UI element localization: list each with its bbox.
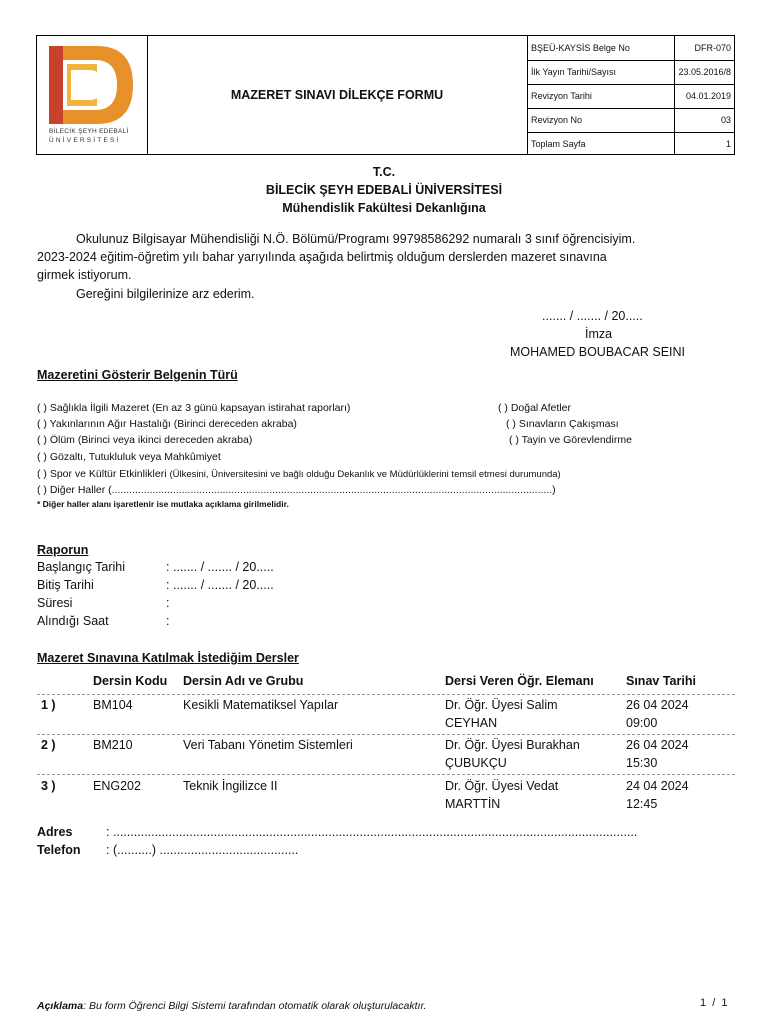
row-number: 3 ) [41, 779, 56, 793]
excuse-option[interactable]: ( ) Tayin ve Görevlendirme [509, 434, 632, 446]
table-row [37, 736, 735, 775]
meta-value: 03 [720, 115, 731, 125]
course-name: Kesikli Matematiksel Yapılar [183, 698, 339, 712]
meta-row [527, 108, 735, 133]
address-label: Adres [37, 825, 73, 839]
date-line: ....... / ....... / 20..... [542, 309, 643, 323]
teacher-line-2: CEYHAN [445, 716, 498, 730]
row-number: 2 ) [41, 738, 56, 752]
report-field-value[interactable]: : [166, 596, 170, 610]
col-teacher: Dersi Veren Öğr. Elemanı [445, 674, 594, 688]
teacher-line-1: Dr. Öğr. Üyesi Salim [445, 698, 558, 712]
report-field-value[interactable]: : ....... / ....... / 20..... [166, 578, 274, 592]
signature-label: İmza [585, 327, 613, 341]
logo-cell [37, 36, 148, 154]
excuse-heading: Mazeretini Gösterir Belgenin Türü [37, 368, 238, 382]
col-date: Sınav Tarihi [626, 674, 696, 688]
teacher-line-2: ÇUBUKÇU [445, 756, 507, 770]
page-number: 1 / 1 [700, 997, 728, 1009]
excuse-option[interactable]: ( ) Ölüm (Birinci veya ikinci dereceden akraba) [37, 434, 253, 446]
course-code: ENG202 [93, 779, 141, 793]
body-para-1: Okulunuz Bilgisayar Mühendisliği N.Ö. Bölümü/Programı 99798586292 numaralı 3 sınıf öğrencisiyim. [76, 232, 636, 246]
report-field-label: Bitiş Tarihi [37, 578, 94, 592]
excuse-option[interactable]: ( ) Doğal Afetler [498, 402, 571, 414]
excuse-note: * Diğer haller alanı işaretlenir ise mutlaka açıklama girilmelidir. [37, 499, 289, 509]
meta-value: DFR-070 [694, 43, 731, 53]
meta-row [527, 60, 735, 85]
course-code: BM210 [93, 738, 133, 752]
sport-label: ( ) Spor ve Kültür Etkinlikleri [37, 468, 167, 480]
student-name: MOHAMED BOUBACAR SEINI [510, 345, 686, 359]
meta-key: İlk Yayın Tarihi/Sayısı [531, 67, 617, 77]
footer-note-text: : Bu form Öğrenci Bilgi Sistemi tarafından otomatik olarak oluşturulacaktır. [83, 1000, 427, 1012]
col-name: Dersin Adı ve Grubu [183, 674, 304, 688]
course-name: Veri Tabanı Yönetim Sistemleri [183, 738, 353, 752]
courses-header-row [37, 672, 735, 695]
meta-key: Revizyon Tarihi [531, 91, 592, 101]
excuse-option[interactable]: ( ) Gözaltı, Tutukluluk veya Mahkûmiyet [37, 451, 221, 463]
form-title: MAZERET SINAVI DİLEKÇE FORMU [147, 36, 528, 154]
excuse-option[interactable]: ( ) Sınavların Çakışması [506, 418, 619, 430]
excuse-option-sport[interactable] [37, 466, 561, 483]
report-field-label: Başlangıç Tarihi [37, 560, 126, 574]
teacher-line-1: Dr. Öğr. Üyesi Burakhan [445, 738, 580, 752]
sport-detail: (Ülkesini, Üniversitesini ve bağlı olduğu Dekanlık ve Müdürlüklerini temsil etmesi durumunda) [169, 469, 561, 480]
exam-time: 12:45 [626, 797, 658, 811]
phone-field[interactable]: : (..........) ........................................ [106, 843, 299, 857]
body-para-2: 2023-2024 eğitim-öğretim yılı bahar yarıyılında aşağıda belirtmiş olduğum derslerden mazeret sınavına [37, 250, 607, 264]
footer-note-label: Açıklama [37, 1000, 84, 1012]
teacher-line-1: Dr. Öğr. Üyesi Vedat [445, 779, 559, 793]
row-number: 1 ) [41, 698, 56, 712]
logo-line-1: BİLECİK ŞEYH EDEBALİ [49, 128, 129, 135]
body-para-3: girmek istiyorum. [37, 268, 132, 282]
exam-time: 09:00 [626, 716, 658, 730]
meta-row [527, 132, 735, 154]
col-code: Dersin Kodu [93, 674, 168, 688]
course-name: Teknik İngilizce II [183, 779, 278, 793]
excuse-option[interactable]: ( ) Yakınlarının Ağır Hastalığı (Birinci dereceden akraba) [37, 418, 297, 430]
meta-key: Revizyon No [531, 115, 583, 125]
footer-note [37, 1000, 426, 1012]
report-field-label: Süresi [37, 596, 73, 610]
recipient-line-1: T.C. [372, 165, 396, 179]
recipient-line-3: Mühendislik Fakültesi Dekanlığına [282, 201, 486, 215]
exam-date: 26 04 2024 [626, 698, 689, 712]
logo-line-2: ÜNİVERSİTESİ [49, 137, 121, 144]
table-row [37, 696, 735, 735]
address-field[interactable]: : ....................................................................................................................................................... [106, 825, 638, 839]
meta-value: 1 [725, 139, 731, 149]
meta-row [527, 84, 735, 109]
report-heading: Raporun [37, 543, 89, 557]
report-field-value[interactable]: : [166, 614, 170, 628]
excuse-option[interactable]: ( ) Sağlıkla İlgili Mazeret (En az 3 günü kapsayan istirahat raporları) [37, 402, 351, 414]
course-code: BM104 [93, 698, 133, 712]
body-para-4: Gereğini bilgilerinize arz ederim. [76, 287, 255, 301]
exam-date: 26 04 2024 [626, 738, 689, 752]
meta-table [527, 36, 735, 154]
recipient-line-2: BİLECİK ŞEYH EDEBALİ ÜNİVERSİTESİ [265, 183, 503, 197]
form-header-table [36, 35, 735, 155]
meta-value: 04.01.2019 [685, 91, 731, 101]
report-field-value[interactable]: : ....... / ....... / 20..... [166, 560, 274, 574]
report-field-label: Alındığı Saat [37, 614, 109, 628]
meta-value: 23.05.2016/8 [678, 67, 731, 77]
phone-label: Telefon [37, 843, 81, 857]
excuse-option-other[interactable]: ( ) Diğer Haller (.......................................................................................................................................................) [37, 484, 556, 496]
meta-key: Toplam Sayfa [531, 139, 586, 149]
courses-heading: Mazeret Sınavına Katılmak İstediğim Dersler [37, 651, 299, 665]
table-row [37, 777, 735, 815]
teacher-line-2: MARTTİN [445, 797, 501, 811]
meta-row [527, 36, 735, 61]
exam-date: 24 04 2024 [626, 779, 689, 793]
exam-time: 15:30 [626, 756, 658, 770]
meta-key: BŞEÜ-KAYSİS Belge No [531, 43, 630, 53]
